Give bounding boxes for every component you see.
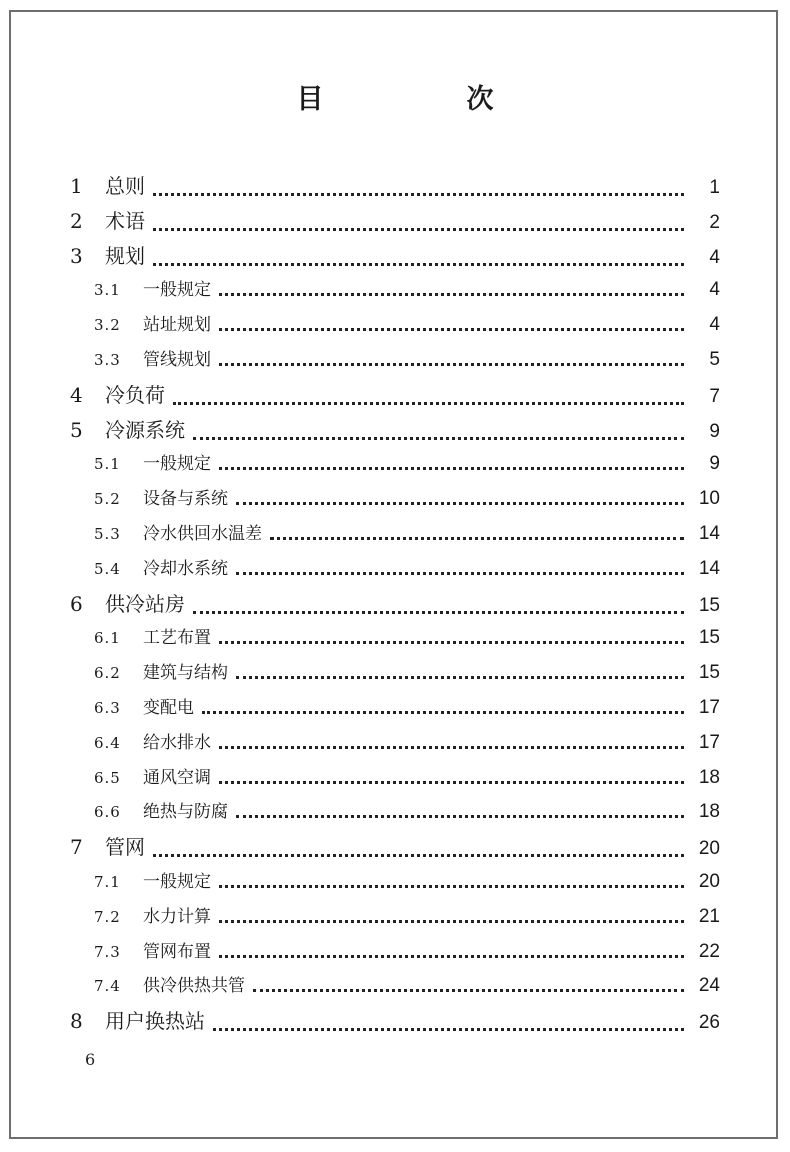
toc-dot-leader xyxy=(219,639,684,644)
toc-entry-number: 5.2 xyxy=(94,490,121,509)
toc-entry-page-number: 24 xyxy=(698,975,720,997)
toc-entry-number: 3 xyxy=(70,243,83,268)
toc-dot-leader xyxy=(253,987,684,992)
toc-entry-title: 建筑与结构 xyxy=(143,663,228,684)
toc-chapter-entry[interactable] xyxy=(70,832,720,862)
toc-entry-page-number: 5 xyxy=(709,349,720,370)
toc-entry-number: 5.3 xyxy=(94,525,121,543)
toc-chapter-entry[interactable] xyxy=(70,171,720,201)
toc-entry-title: 站址规划 xyxy=(143,315,211,336)
toc-entry-page-number: 4 xyxy=(709,246,720,268)
toc-entry-title: 冷负荷 xyxy=(105,382,165,407)
toc-entry-number: 7.1 xyxy=(94,873,121,891)
toc-entry-page-number: 2 xyxy=(709,211,720,233)
toc-dot-leader xyxy=(219,779,684,784)
toc-entry-page-number: 4 xyxy=(709,279,720,301)
toc-dot-leader xyxy=(193,609,684,614)
toc-entry-number: 2 xyxy=(70,208,83,233)
toc-section-entry[interactable] xyxy=(94,868,720,896)
toc-section-entry[interactable] xyxy=(94,972,720,1000)
toc-section-entry[interactable] xyxy=(94,764,720,792)
toc-section-entry[interactable] xyxy=(94,311,720,339)
toc-chapter-entry[interactable] xyxy=(70,206,720,236)
toc-chapter-entry[interactable] xyxy=(70,380,720,410)
toc-entry-page-number: 22 xyxy=(698,940,720,962)
toc-entry-number: 7.4 xyxy=(94,977,121,996)
toc-entry-number: 6.5 xyxy=(94,768,121,787)
toc-dot-leader xyxy=(202,709,684,714)
toc-dot-leader xyxy=(153,191,684,196)
toc-entry-page-number: 20 xyxy=(698,871,720,892)
toc-dot-leader xyxy=(219,744,684,749)
toc-entry-number: 5.1 xyxy=(94,455,121,474)
toc-entry-number: 7.3 xyxy=(94,942,121,961)
toc-dot-leader xyxy=(219,883,684,888)
toc-entry-title: 通风空调 xyxy=(143,767,211,788)
toc-entry-title: 冷源系统 xyxy=(105,417,185,442)
toc-entry-title: 工艺布置 xyxy=(143,628,211,649)
toc-chapter-entry[interactable] xyxy=(70,241,720,271)
toc-section-entry[interactable] xyxy=(94,276,720,304)
toc-dot-leader xyxy=(173,400,684,405)
footer-page-number: 6 xyxy=(85,1050,96,1069)
toc-entry-number: 6.2 xyxy=(94,664,121,683)
toc-entry-number: 6 xyxy=(70,591,83,616)
toc-section-entry[interactable] xyxy=(94,624,720,652)
toc-entry-page-number: 17 xyxy=(698,697,720,718)
toc-entry-page-number: 21 xyxy=(698,905,720,927)
toc-dot-leader xyxy=(219,291,684,296)
toc-dot-leader xyxy=(236,674,684,679)
toc-dot-leader xyxy=(219,326,684,331)
toc-section-entry[interactable] xyxy=(94,346,720,374)
toc-dot-leader xyxy=(219,465,684,470)
toc-entry-page-number: 18 xyxy=(698,801,720,823)
toc-entry-title: 冷却水系统 xyxy=(143,558,228,579)
toc-dot-leader xyxy=(193,435,684,440)
toc-entry-title: 水力计算 xyxy=(143,906,211,927)
toc-entry-page-number: 14 xyxy=(698,523,720,544)
toc-entry-title: 术语 xyxy=(105,208,145,233)
toc-entry-page-number: 1 xyxy=(709,177,720,198)
toc-entry-page-number: 7 xyxy=(709,385,720,407)
toc-section-entry[interactable] xyxy=(94,903,720,931)
toc-entry-page-number: 10 xyxy=(698,488,720,510)
toc-entry-page-number: 9 xyxy=(709,453,720,475)
toc-section-entry[interactable] xyxy=(94,555,720,583)
toc-entry-number: 6.6 xyxy=(94,803,121,822)
toc-entry-number: 3.2 xyxy=(94,316,121,335)
toc-entry-title: 管线规划 xyxy=(143,350,211,370)
toc-entry-page-number: 18 xyxy=(698,766,720,788)
page-title: 目 次 xyxy=(296,84,552,115)
toc-entry-page-number: 15 xyxy=(698,627,720,649)
toc-entry-number: 1 xyxy=(70,174,83,198)
toc-entry-number: 8 xyxy=(70,1009,83,1034)
toc-dot-leader xyxy=(219,953,684,958)
toc-entry-number: 3.3 xyxy=(94,351,121,369)
toc-entry-title: 总则 xyxy=(105,174,145,198)
toc-entry-title: 用户换热站 xyxy=(105,1009,205,1034)
toc-entry-number: 6.3 xyxy=(94,699,121,717)
toc-entry-title: 管网 xyxy=(105,835,145,860)
toc-entry-number: 6.4 xyxy=(94,733,121,752)
toc-entry-page-number: 15 xyxy=(698,594,720,616)
toc-dot-leader xyxy=(236,570,684,575)
toc-entry-page-number: 26 xyxy=(698,1012,720,1034)
toc-section-entry[interactable] xyxy=(94,450,720,478)
toc-entry-title: 供冷供热共管 xyxy=(143,976,245,997)
toc-dot-leader xyxy=(153,226,684,231)
toc-entry-title: 设备与系统 xyxy=(143,489,228,510)
toc-entry-page-number: 15 xyxy=(698,662,720,684)
toc-entry-title: 冷水供回水温差 xyxy=(143,524,262,544)
toc-section-entry[interactable] xyxy=(94,798,720,826)
toc-section-entry[interactable] xyxy=(94,520,720,548)
toc-entry-number: 7.2 xyxy=(94,907,121,926)
toc-entry-number: 7 xyxy=(70,835,83,860)
toc-dot-leader xyxy=(219,361,684,366)
toc-dot-leader xyxy=(219,918,684,923)
toc-entry-number: 5 xyxy=(70,417,83,442)
toc-dot-leader xyxy=(236,813,684,818)
toc-entry-title: 一般规定 xyxy=(143,454,211,475)
toc-entry-page-number: 9 xyxy=(709,420,720,442)
toc-entry-title: 一般规定 xyxy=(143,280,211,301)
toc-entry-number: 3.1 xyxy=(94,281,121,300)
toc-entry-title: 变配电 xyxy=(143,698,194,718)
toc-entry-page-number: 20 xyxy=(698,838,720,860)
toc-chapter-entry[interactable] xyxy=(70,589,720,619)
toc-section-entry[interactable] xyxy=(94,938,720,966)
toc-entry-number: 6.1 xyxy=(94,629,121,648)
toc-section-entry[interactable] xyxy=(94,694,720,722)
toc-entry-page-number: 4 xyxy=(709,314,720,336)
toc-chapter-entry[interactable] xyxy=(70,415,720,445)
toc-section-entry[interactable] xyxy=(94,729,720,757)
toc-section-entry[interactable] xyxy=(94,485,720,513)
toc-entry-number: 4 xyxy=(70,382,83,407)
toc-dot-leader xyxy=(270,535,684,540)
toc-entry-title: 供冷站房 xyxy=(105,591,185,616)
toc-entry-page-number: 14 xyxy=(698,557,720,579)
toc-entry-title: 绝热与防腐 xyxy=(143,802,228,823)
toc-entry-page-number: 17 xyxy=(698,731,720,753)
toc-dot-leader xyxy=(153,261,684,266)
toc-entry-title: 规划 xyxy=(105,243,145,268)
toc-entry-number: 5.4 xyxy=(94,559,121,578)
toc-chapter-entry[interactable] xyxy=(70,1006,720,1036)
toc-entry-title: 给水排水 xyxy=(143,732,211,753)
toc-dot-leader xyxy=(213,1026,684,1031)
toc-dot-leader xyxy=(153,852,684,857)
toc-entry-title: 管网布置 xyxy=(143,941,211,962)
toc-entry-title: 一般规定 xyxy=(143,872,211,892)
toc-dot-leader xyxy=(236,500,684,505)
toc-section-entry[interactable] xyxy=(94,659,720,687)
